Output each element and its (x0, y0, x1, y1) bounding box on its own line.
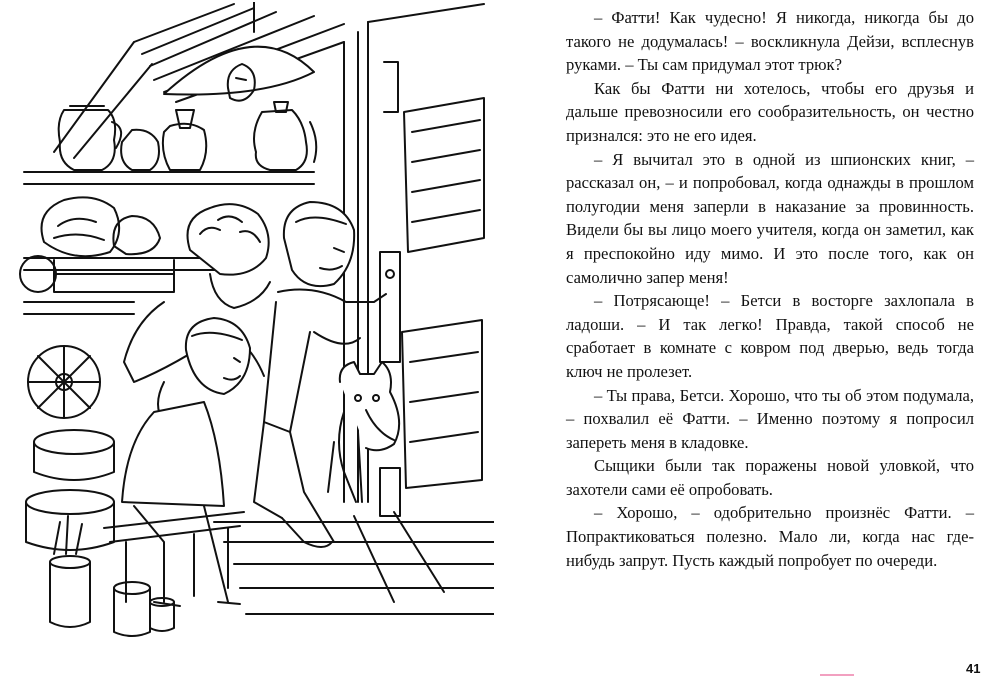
floor (214, 512, 494, 614)
paragraph: – Потрясающе! – Бетси в восторге захлопала в ладоши. – И так легко! Правда, такой способ не сработает в комнате с ковром под дверью, ведь тогда ключ не пролезет. (566, 291, 974, 381)
paragraph: – Ты права, Бетси. Хорошо, что ты об этом подумала, – похвалил её Фатти. – Именно поэтому я попросил запереть меня в кладовке. (566, 385, 974, 452)
bench (104, 512, 244, 602)
paragraph: – Я вычитал это в одной из шпионских книг, – рассказал он, – и попробовал, когда однажды в прошлом полугодии меня заперли в наказание за провинность. Видели бы вы лицо моего учителя, когда он заметил, как я преспокойно иду мимо. И это после того, как он самолично запер меня! (566, 149, 974, 287)
paragraph: – Фатти! Как чудесно! Я никогда, никогда бы до такого не додумалась! – воскликнула Дейзи, всплеснув руками. – Ты сам придумал этот трюк? (566, 8, 974, 75)
page-number: 41 (966, 661, 981, 676)
girl-with-pigtails (122, 318, 250, 606)
story-text (566, 6, 974, 572)
paragraph: – Хорошо, – одобрительно произнёс Фатти. – Попрактиковаться полезно. Мало ли, когда нас где-нибудь запрут. Пусть каждый попробует по очереди. (566, 503, 974, 570)
illustration (14, 2, 494, 642)
scottie-dog (328, 362, 399, 502)
paragraph: Сыщики были так поражены новой уловкой, что захотели сами её опробовать. (566, 456, 974, 499)
paragraph: Как бы Фатти ни хотелось, чтобы его друзья и дальше превозносили его сообразительность, он честно признался: это не его идея. (566, 78, 974, 145)
upper-shelf (24, 102, 316, 184)
pink-divider (820, 674, 854, 676)
